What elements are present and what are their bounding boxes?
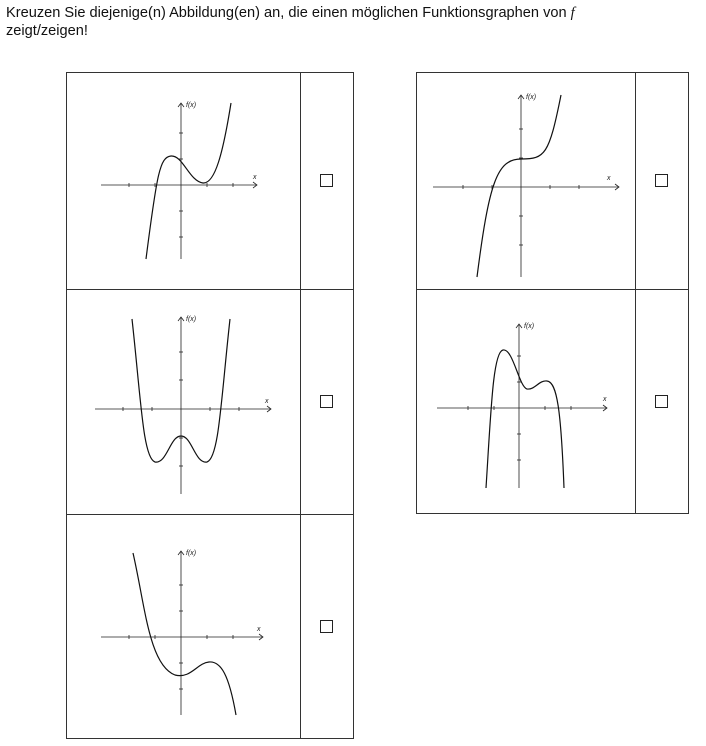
question-var: f [570,5,575,21]
x-axis-label: x [253,174,257,181]
x-axis-label: x [257,626,261,633]
y-axis-label: f(x) [186,316,197,323]
question-prefix: Kreuzen Sie diejenige(n) Abbildung(en) an, die einen möglichen Funktionsgraphen von [6,5,571,21]
y-axis-label: f(x) [186,550,197,557]
graph-cell-d [417,73,636,289]
graph-cell-a [67,73,301,289]
check-cell-c [300,515,353,738]
y-axis-label: f(x) [524,323,535,330]
x-axis-label: x [265,398,269,405]
check-cell-d [635,73,688,289]
graph-cell-e [417,290,636,513]
question-suffix: zeigt/zeigen! [6,23,88,39]
option-checkbox-d[interactable] [655,174,668,187]
quartic-w-shape-graph-icon [67,290,301,516]
x-axis-label: x [603,396,607,403]
check-cell-a [300,73,353,289]
cubic-saddle-graph-icon [417,73,636,291]
option-row-b [66,289,354,515]
check-cell-e [635,290,688,513]
graph-cell-b [67,290,301,514]
option-checkbox-a[interactable] [320,174,333,187]
cubic-local-max-min-graph-icon [67,73,301,291]
options-column-right [416,72,689,514]
check-cell-b [300,290,353,514]
y-axis-label: f(x) [526,94,537,101]
question-text [6,4,700,40]
options-column-left [66,72,354,739]
graph-cell-c [67,515,301,738]
option-checkbox-e[interactable] [655,395,668,408]
option-checkbox-b[interactable] [320,395,333,408]
option-row-c [66,514,354,739]
quartic-m-shape-graph-icon [417,290,636,515]
option-row-d [416,72,689,290]
option-row-a [66,72,354,290]
y-axis-label: f(x) [186,102,197,109]
option-checkbox-c[interactable] [320,620,333,633]
cubic-decreasing-graph-icon [67,515,301,740]
option-row-e [416,289,689,514]
x-axis-label: x [607,175,611,182]
